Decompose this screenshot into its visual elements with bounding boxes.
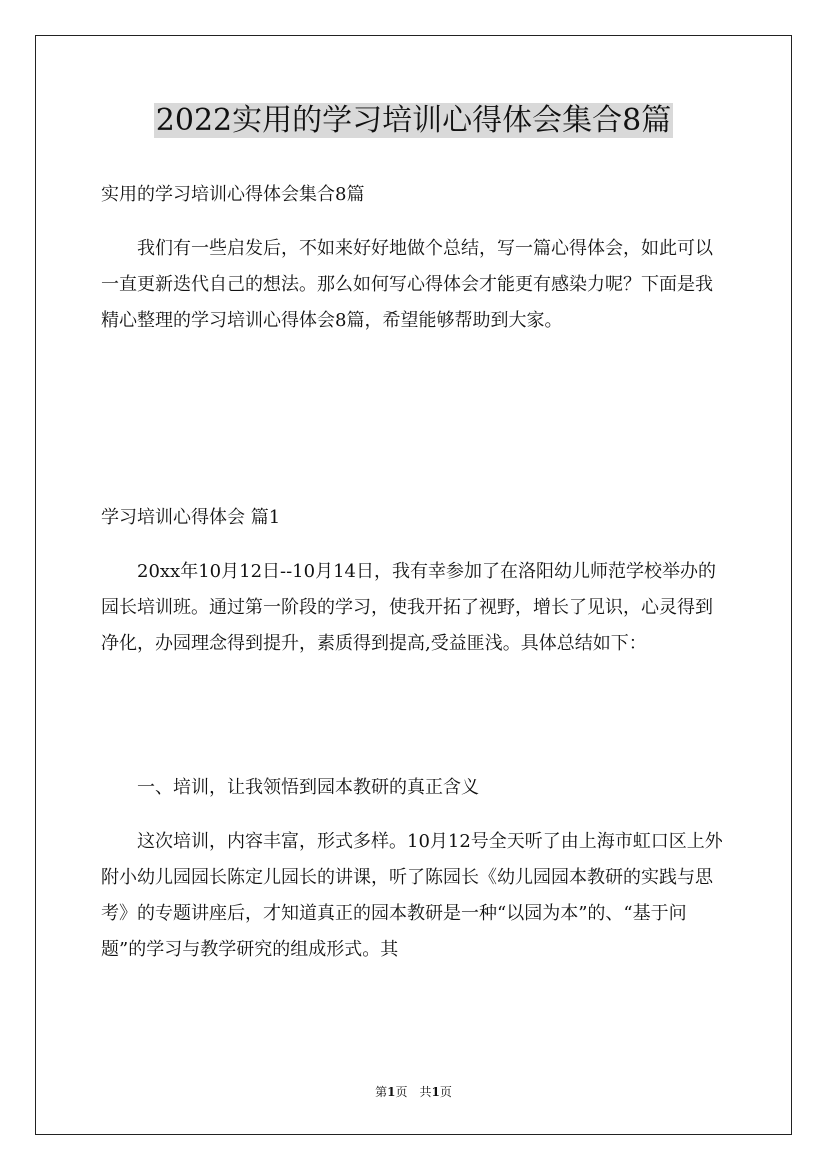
- document-subtitle: 实用的学习培训心得体会集合8篇: [101, 184, 365, 205]
- page-suffix: 页: [439, 1085, 452, 1099]
- page-footer: [0, 1083, 827, 1101]
- page-current: 1: [387, 1085, 396, 1099]
- document-title-text: 2022实用的学习培训心得体会集合8篇: [155, 103, 672, 138]
- page-prefix: 第: [375, 1085, 388, 1099]
- document-title: [0, 98, 827, 144]
- intro-paragraph: 我们有一些启发后，不如来好好地做个总结，写一篇心得体会，如此可以一直更新迭代自己的想法。那么如何写心得体会才能更有感染力呢？下面是我精心整理的学习培训心得体会8篇，希望能够帮助到大家。: [101, 238, 713, 331]
- page-mid: 页 共: [395, 1085, 432, 1099]
- section-subheading: 一、培训，让我领悟到园本教研的真正含义: [137, 777, 479, 798]
- section-paragraph: 这次培训，内容丰富，形式多样。10月12号全天听了由上海市虹口区上外附小幼儿园园长陈定儿园长的讲课，听了陈园长《幼儿园园本教研的实践与思考》的专题讲座后，才知道真正的园本教研是一种“以园为本”的、“基于问题”的学习与教学研究的组成形式。其: [101, 831, 723, 960]
- page-total: 1: [431, 1085, 440, 1099]
- section-heading: 学习培训心得体会 篇1: [101, 507, 281, 528]
- section-paragraph: 20xx年10月12日--10月14日，我有幸参加了在洛阳幼儿师范学校举办的园长培训班。通过第一阶段的学习，使我开拓了视野，增长了见识，心灵得到净化，办园理念得到提升，素质得到提高,受益匪浅。具体总结如下：: [101, 561, 716, 654]
